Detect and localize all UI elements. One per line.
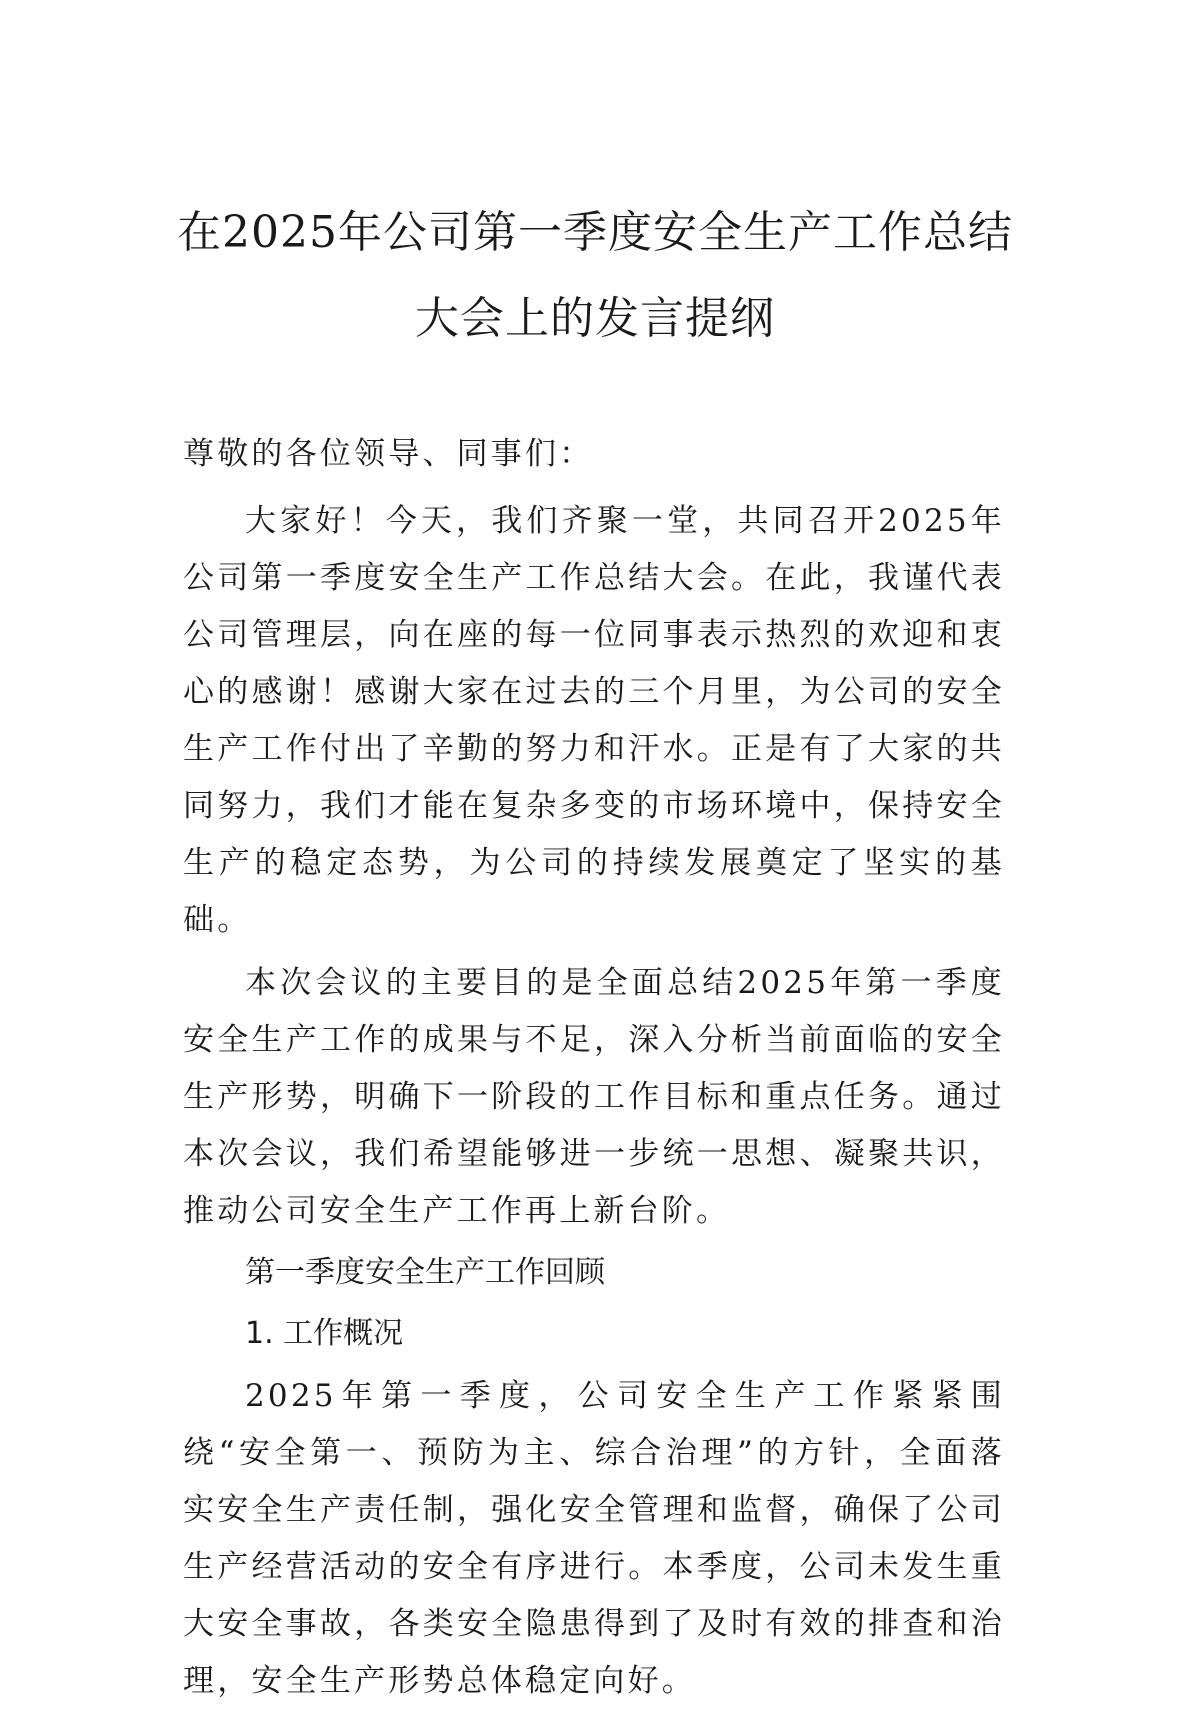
paragraph-work-overview: 2025年第一季度，公司安全生产工作紧紧围绕“安全第一、预防为主、综合治理”的方针，全面落实安全生产责任制，强化安全管理和监督，确保了公司生产经营活动的安全有序进行。本季度，公司未发生重大安全事故，各类安全隐患得到了及时有效的排查和治理，安全生产形势总体稳定向好。 xyxy=(183,1378,1005,1699)
subsection-heading: 1. 工作概况 xyxy=(245,1316,404,1351)
paragraph-opening: 大家好！今天，我们齐聚一堂，共同召开2025年公司第一季度安全生产工作总结大会。在此，我谨代表公司管理层，向在座的每一位同事表示热烈的欢迎和衷心的感谢！感谢大家在过去的三个月里，为公司的安全生产工作付出了辛勤的努力和汗水。正是有了大家的共同努力，我们才能在复杂多变的市场环境中，保持安全生产的稳定态势，为公司的持续发展奠定了坚实的基础。 xyxy=(183,503,1005,938)
paragraph-meeting-purpose: 本次会议的主要目的是全面总结2025年第一季度安全生产工作的成果与不足，深入分析当前面临的安全生产形势，明确下一阶段的工作目标和重点任务。通过本次会议，我们希望能够进一步统一思想、凝聚共识，推动公司安全生产工作再上新台阶。 xyxy=(183,965,1005,1229)
section-heading: 第一季度安全生产工作回顾 xyxy=(245,1255,605,1290)
salutation: 尊敬的各位领导、同事们： xyxy=(183,436,594,472)
document-body xyxy=(183,426,1005,1710)
document-title-line-1: 在2025年公司第一季度安全生产工作总结 xyxy=(177,207,1013,258)
document-title-line-2: 大会上的发言提纲 xyxy=(415,293,775,344)
